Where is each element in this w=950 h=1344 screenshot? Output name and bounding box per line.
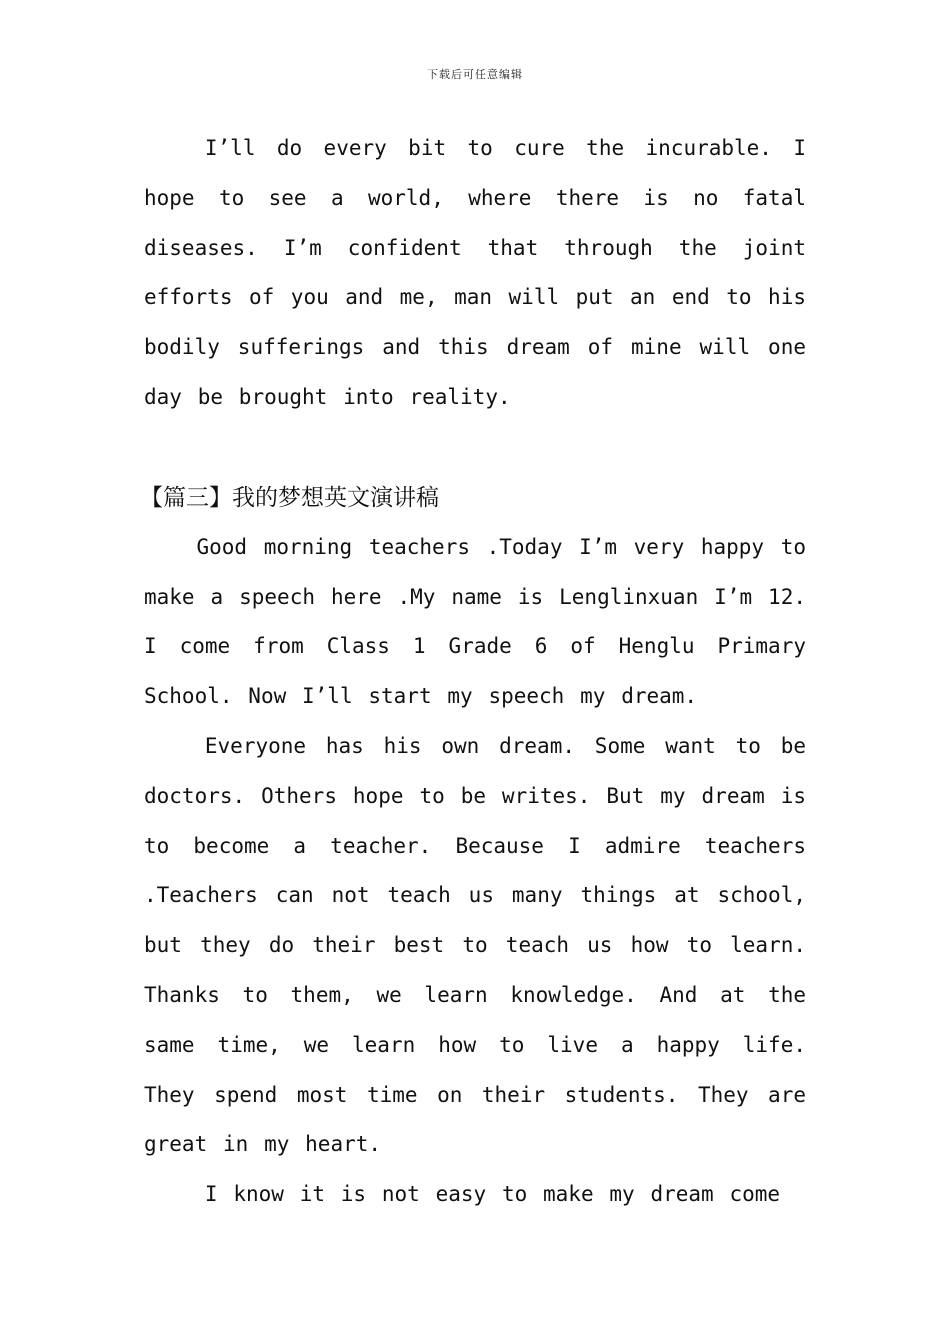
paragraph-everyone-has-dream: Everyone has his own dream. Some want to be doctors. Others hope to be writes. But my dream is to become a teacher. Because I admire teachers .Teachers can not teach us many things at school, but they do their best to teach us how to learn. Thanks to them, we learn knowledge. And at the same time, we learn how to live a happy life. They spend most time on their students. They are great in my heart. bbox=[144, 733, 806, 1157]
paragraph-cure-incurable: I’ll do every bit to cure the incurable. I hope to see a world, where there is no fatal diseases. I’m confident that through the joint efforts of you and me, man will put an end to his bodily sufferings and this dream of mine will one day be brought into reality. bbox=[144, 136, 806, 409]
page-header-note: 下载后可任意编辑 bbox=[427, 68, 523, 81]
section-heading: 【篇三】我的梦想英文演讲稿 bbox=[140, 484, 439, 511]
paragraph-not-easy: I know it is not easy to make my dream come bbox=[204, 1182, 781, 1207]
document-body bbox=[140, 124, 806, 1220]
paragraph-introduction: Good morning teachers .Today I’m very happy to make a speech here .My name is Lenglinxuan I’m 12. I come from Class 1 Grade 6 of Henglu Primary School. Now I’ll start my speech my dream. bbox=[144, 534, 806, 709]
